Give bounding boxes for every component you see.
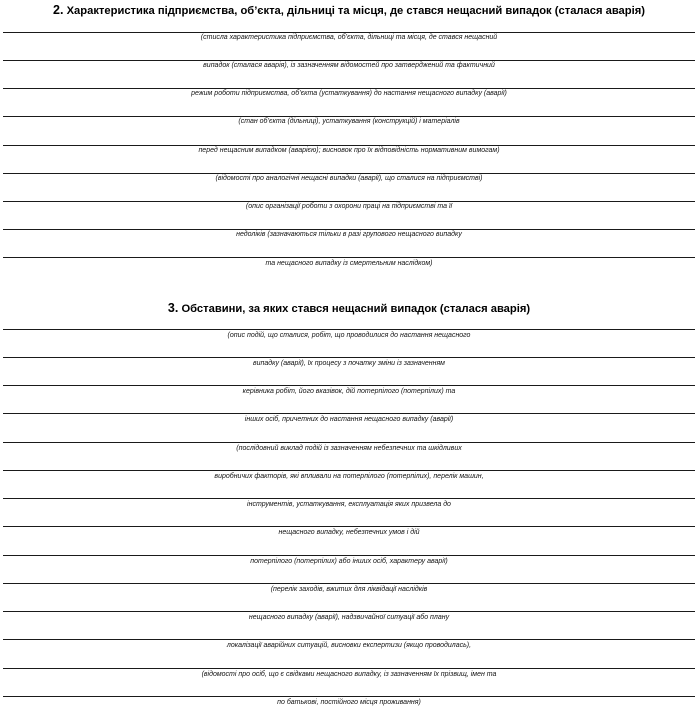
field-caption: інших осіб, причетних до настання нещасного випадку (аварії) <box>244 416 454 423</box>
field-caption: нещасного випадку (аварії), надзвичайної ситуації або плану <box>248 614 450 621</box>
fill-line[interactable] <box>3 583 695 584</box>
section-2-title: Характеристика підприємства, об’єкта, дільниці та місця, де стався нещасний випадок (сталася аварія) <box>66 5 645 17</box>
fill-line[interactable] <box>3 498 695 499</box>
fill-line[interactable] <box>3 526 695 527</box>
fill-line[interactable] <box>3 385 695 386</box>
section-3-heading <box>0 301 698 316</box>
field-caption: (відомості про осіб, що є свідками нещасного випадку, із зазначенням їх прізвищ, імен та <box>201 671 497 678</box>
fill-line[interactable] <box>3 470 695 471</box>
field-caption: (послідовний виклад подій із зазначенням небезпечних та шкідливих <box>236 445 462 452</box>
section-2-number: 2. <box>53 3 64 17</box>
field-caption: та нещасного випадку із смертельним наслідком) <box>265 260 433 267</box>
field-caption: по батькові, постійного місця проживання) <box>277 699 421 706</box>
field-caption: (відомості про аналогічні нещасні випадки (аварії), що сталися на підприємстві) <box>215 175 483 182</box>
field-caption: потерпілого (потерпілих) або інших осіб, характеру аварії) <box>250 558 448 565</box>
field-caption: недоліків (зазначаються тільки в разі групового нещасного випадку <box>236 231 462 238</box>
field-caption: локалізації аварійних ситуацій, висновки експертизи (якщо проводилась), <box>226 642 472 649</box>
fill-line[interactable] <box>3 329 695 330</box>
fill-line[interactable] <box>3 611 695 612</box>
field-caption: перед нещасним випадком (аварією); висновок про їх відповідність нормативним вимогам) <box>198 147 500 154</box>
fill-line[interactable] <box>3 555 695 556</box>
field-caption: керівника робіт, його вказівок, дій потерпілого (потерпілих) та <box>242 388 456 395</box>
field-caption: (опис подій, що сталися, робіт, що проводилися до настання нещасного <box>227 332 471 339</box>
field-caption: режим роботи підприємства, об’єкта (устаткування) до настання нещасного випадку (аварії) <box>191 90 507 97</box>
field-caption: (стан об’єкта (дільниці), устаткування (конструкцій) і матеріалів <box>238 118 460 125</box>
fill-line[interactable] <box>3 257 695 258</box>
field-caption: випадок (сталася аварія), із зазначенням відомостей про затверджений та фактичний <box>203 62 495 69</box>
fill-line[interactable] <box>3 668 695 669</box>
section-3-title: Обставини, за яких стався нещасний випадок (сталася аварія) <box>181 303 531 315</box>
fill-line[interactable] <box>3 413 695 414</box>
section-3-number: 3. <box>167 301 179 315</box>
field-caption: (перелік заходів, вжитих для ліквідації наслідків <box>270 586 428 593</box>
fill-line[interactable] <box>3 357 695 358</box>
fill-line[interactable] <box>3 696 695 697</box>
fill-line[interactable] <box>3 442 695 443</box>
field-caption: випадку (аварії), їх процесу з початку зміни із зазначенням <box>253 360 445 367</box>
field-caption: виробничих факторів, які впливали на потерпілого (потерпілих), перелік машин, <box>214 473 484 480</box>
field-caption: нещасного випадку, небезпечних умов і дій <box>278 529 420 536</box>
field-caption: інструментів, устаткування, експлуатація яких призвела до <box>247 501 451 508</box>
fill-line[interactable] <box>3 639 695 640</box>
field-caption: (опис організації роботи з охорони праці на підприємстві та її <box>245 203 453 210</box>
field-caption: (стисла характеристика підприємства, об’єкта, дільниці та місця, де стався нещасний <box>200 34 498 41</box>
section-2-heading <box>0 3 698 18</box>
